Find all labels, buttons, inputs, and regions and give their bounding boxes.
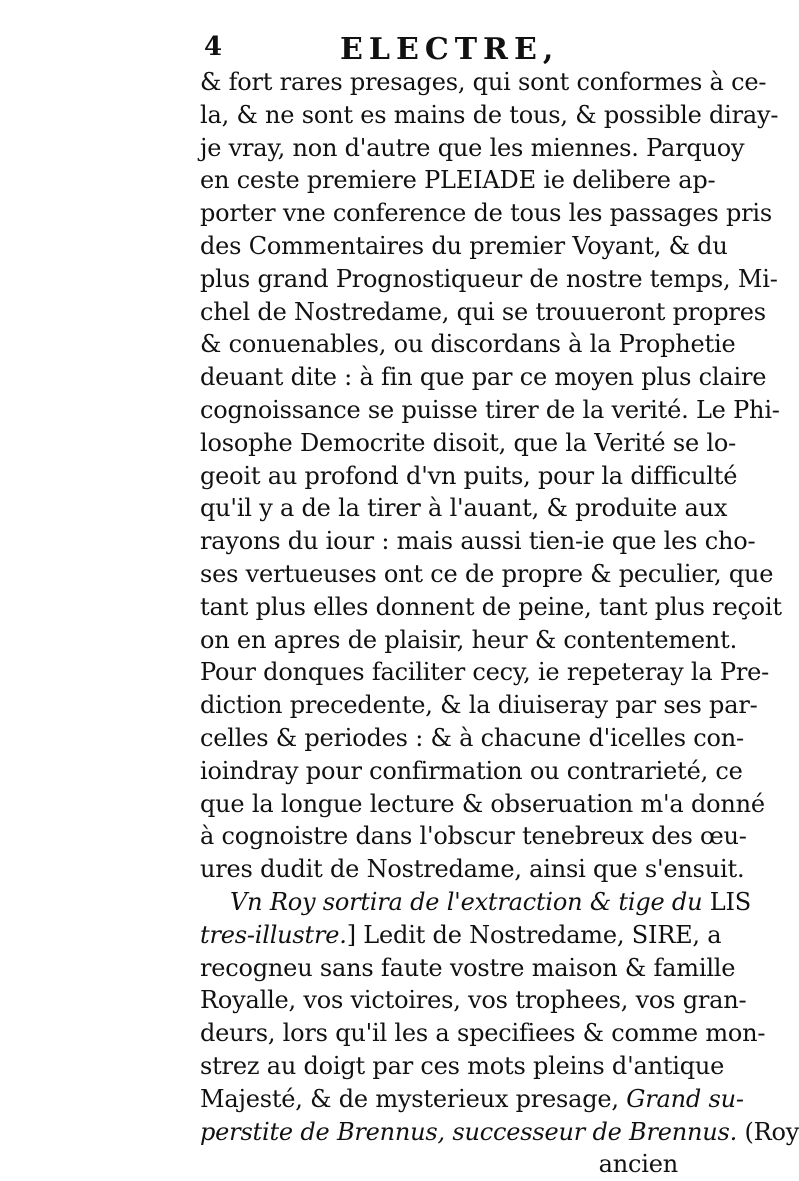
commentary-text: (Roy [737, 1117, 799, 1146]
text-line: que la longue lecture & obseruation m'a donné [200, 789, 765, 818]
quote-text: perstite de Brennus, successeur de Brennus. [200, 1117, 738, 1146]
text-line: ures dudit de Nostredame, ainsi que s'ensuit. [200, 855, 745, 884]
text-line: des Commentaires du premier Voyant, & du [200, 231, 728, 260]
text-line [200, 1083, 744, 1116]
text-line: diction precedente, & la diuiseray par ses par- [200, 691, 758, 720]
text-line [200, 1116, 799, 1149]
quote-text: Grand su- [626, 1084, 744, 1113]
running-head: ELECTRE, [340, 32, 560, 67]
commentary-text: ] Ledit de Nostredame, SIRE, a [346, 920, 722, 949]
text-line: plus grand Prognostiqueur de nostre temps, Mi- [200, 264, 778, 293]
text-line: ioindray pour confirmation ou contrarieté, ce [200, 756, 743, 785]
text-line: geoit au profond d'vn puits, pour la difficulté [200, 461, 738, 490]
quote-line [200, 886, 752, 919]
text-line: recogneu sans faute vostre maison & famille [200, 953, 736, 982]
text-line: ses vertueuses ont ce de propre & peculier, que [200, 559, 774, 588]
text-line: je vray, non d'autre que les miennes. Parquoy [200, 133, 745, 162]
text-line: Pour donques faciliter cecy, ie repeteray la Pre- [200, 658, 770, 687]
text-line: porter vne conference de tous les passages pris [200, 199, 772, 228]
text-line: deuant dite : à fin que par ce moyen plus claire [200, 363, 767, 392]
text-block [200, 66, 799, 1181]
text-line: Royalle, vos victoires, vos trophees, vos gran- [200, 986, 747, 1015]
text-line: & conuenables, ou discordans à la Prophetie [200, 330, 736, 359]
text-line: on en apres de plaisir, heur & contentement. [200, 625, 738, 654]
text-line: à cognoistre dans l'obscur tenebreux des œu- [200, 822, 747, 851]
quote-text: Vn Roy sortira de l'extraction & tige du [230, 887, 710, 916]
text-line: & fort rares presages, qui sont conformes à ce- [200, 68, 767, 96]
text-line: deurs, lors qu'il les a specifiees & comme mon- [200, 1019, 766, 1048]
commentary-text: Majesté, & de mysterieux presage, [200, 1084, 627, 1113]
quote-small-caps: LIS [709, 887, 752, 916]
text-line: losophe Democrite disoit, que la Verité se lo- [200, 428, 737, 457]
text-line: cognoissance se puisse tirer de la verité. Le Phi- [200, 395, 780, 424]
quote-line [200, 919, 722, 952]
catchword: ancien [598, 1150, 678, 1179]
page-header [200, 30, 680, 70]
page-number: 4 [204, 32, 224, 62]
text-line: en ceste premiere PLEIADE ie delibere ap- [200, 166, 716, 195]
text-line: rayons du iour : mais aussi tien-ie que les cho- [200, 527, 756, 556]
text-line: tant plus elles donnent de peine, tant plus reçoit [200, 592, 782, 621]
text-line: la, & ne sont es mains de tous, & possible diray- [200, 100, 779, 129]
text-line: qu'il y a de la tirer à l'auant, & produite aux [200, 494, 728, 523]
text-line: strez au doigt par ces mots pleins d'antique [200, 1051, 725, 1080]
text-line: celles & periodes : & à chacune d'icelles con- [200, 723, 744, 752]
quote-text: tres-illustre. [200, 920, 347, 949]
text-line: chel de Nostredame, qui se trouueront propres [200, 297, 766, 326]
